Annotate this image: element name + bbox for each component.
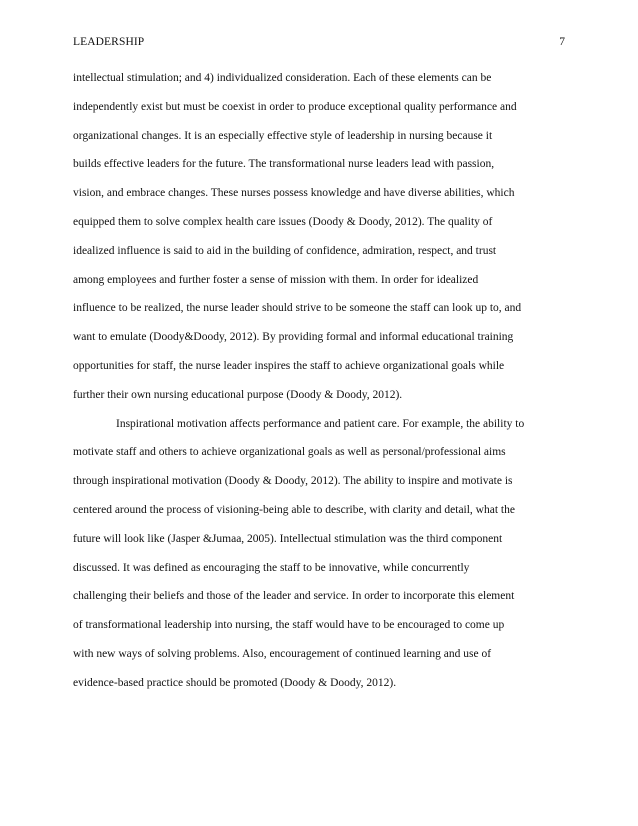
text-line: vision, and embrace changes. These nurses possess knowledge and have diverse abilities, which [73, 187, 515, 200]
text-line: among employees and further foster a sense of mission with them. In order for idealized [73, 273, 479, 286]
text-line: of transformational leadership into nursing, the staff would have to be encouraged to come up [73, 619, 505, 632]
text-line: organizational changes. It is an especially effective style of leadership in nursing because it [73, 129, 493, 142]
text-line: independently exist but must be coexist in order to produce exceptional quality performance and [73, 100, 517, 113]
text-line: evidence-based practice should be promoted (Doody & Doody, 2012). [73, 676, 397, 689]
text-line: intellectual stimulation; and 4) individualized consideration. Each of these elements can be [73, 72, 492, 84]
text-line: motivate staff and others to achieve organizational goals as well as personal/professional aims [73, 446, 506, 459]
text-line: centered around the process of visioning-being able to describe, with clarity and detail, what the [73, 503, 515, 516]
text-line: idealized influence is said to aid in the building of confidence, admiration, respect, and trust [73, 244, 497, 257]
text-line: builds effective leaders for the future. The transformational nurse leaders lead with passion, [73, 158, 495, 171]
text-line: through inspirational motivation (Doody & Doody, 2012). The ability to inspire and motivate is [73, 475, 513, 488]
text-line: discussed. It was defined as encouraging the staff to be innovative, while concurrently [73, 561, 470, 574]
text-line: influence to be realized, the nurse leader should strive to be someone the staff can look up to, and [73, 302, 522, 315]
page-number: 7 [559, 36, 565, 48]
running-head: LEADERSHIP [73, 36, 145, 48]
text-line: challenging their beliefs and those of the leader and service. In order to incorporate this element [73, 590, 515, 603]
text-line: future will look like (Jasper &Jumaa, 2005). Intellectual stimulation was the third component [73, 532, 503, 545]
body-text [73, 71, 573, 705]
text-line: opportunities for staff, the nurse leader inspires the staff to achieve organizational goals while [73, 359, 505, 372]
paragraph-first-line: Inspirational motivation affects performance and patient care. For example, the ability to [116, 417, 525, 430]
text-line: want to emulate (Doody&Doody, 2012). By providing formal and informal educational training [73, 331, 514, 344]
text-line: further their own nursing educational purpose (Doody & Doody, 2012). [73, 388, 403, 401]
text-line: with new ways of solving problems. Also, encouragement of continued learning and use of [73, 647, 492, 660]
text-line: equipped them to solve complex health care issues (Doody & Doody, 2012). The quality of [73, 215, 493, 228]
